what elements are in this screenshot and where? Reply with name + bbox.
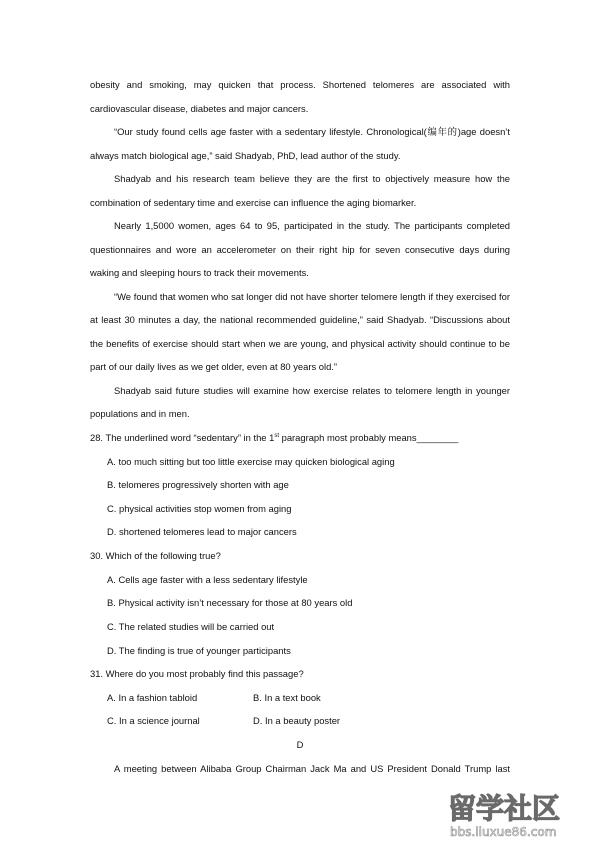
paragraph-4: Nearly 1,5000 women, ages 64 to 95, participated in the study. The participants completed questionnaires and wore an accelerometer on their right hip for seven consecutive days during waking and sleeping hours to track their movements. bbox=[90, 220, 510, 278]
question-30-stem: 30. Which of the following true? bbox=[90, 550, 221, 561]
question-28-option-d: D. shortened telomeres lead to major cancers bbox=[107, 526, 297, 537]
question-28-stem bbox=[90, 431, 510, 445]
next-paragraph-first-line: A meeting between Alibaba Group Chairman Jack Ma and US President Donald Trump last bbox=[114, 763, 510, 774]
next-passage-body bbox=[90, 757, 510, 781]
question-28-option-a: A. too much sitting but too little exercise may quicken biological aging bbox=[107, 456, 395, 467]
question-30-option-d: D. The finding is true of younger participants bbox=[107, 645, 291, 656]
question-28-stem-text: 28. The underlined word “sedentary” in the 1 bbox=[90, 432, 275, 443]
section-heading-d: D bbox=[296, 739, 304, 750]
question-31-stem: 31. Where do you most probably find this passage? bbox=[90, 668, 304, 679]
question-28-option-b: B. telomeres progressively shorten with age bbox=[107, 479, 289, 490]
question-31-option-a: A. In a fashion tabloid bbox=[107, 692, 198, 703]
question-30-option-a: A. Cells age faster with a less sedentary lifestyle bbox=[107, 574, 308, 585]
paragraph-3: Shadyab and his research team believe they are the first to objectively measure how the combination of sedentary time and exercise can influence the aging biomarker. bbox=[90, 173, 510, 208]
question-31-option-d: D. In a beauty poster bbox=[253, 715, 341, 726]
question-31-option-c: C. In a science journal bbox=[107, 715, 200, 726]
watermark-graphic bbox=[436, 784, 596, 844]
question-28-stem-tail: paragraph most probably means________ bbox=[279, 432, 459, 443]
superscript-st: st bbox=[274, 432, 279, 439]
question-28-option-c: C. physical activities stop women from aging bbox=[107, 503, 292, 514]
watermark-title: 留学社区 bbox=[448, 792, 561, 825]
site-watermark-logo bbox=[436, 784, 596, 844]
question-30-option-b: B. Physical activity isn’t necessary for those at 80 years old bbox=[107, 597, 353, 608]
paragraph-6: Shadyab said future studies will examine how exercise relates to telomere length in younger populations and in men. bbox=[90, 384, 510, 419]
paragraph-5: “We found that women who sat longer did not have shorter telomere length if they exercised for at least 30 minutes a day, the national recommended guideline,” said Shadyab. “Discussions about the benefits of exercise should start when we are young, and physical activity should continue to be part of our daily lives as we get older, even at 80 years old.” bbox=[90, 290, 510, 372]
watermark-url: bbs.liuxue86.com bbox=[450, 825, 557, 839]
passage-body bbox=[90, 73, 510, 426]
paragraph-1: obesity and smoking, may quicken that process. Shortened telomeres are associated with cardiovascular disease, diabetes and major cancers. bbox=[90, 79, 510, 114]
question-30-option-c: C. The related studies will be carried out bbox=[107, 621, 275, 632]
paragraph-2: “Our study found cells age faster with a sedentary lifestyle. Chronological(编年的)age doesn’t always match biological age,” said Shadyab, PhD, lead author of the study. bbox=[90, 126, 510, 161]
question-31-option-b: B. In a text book bbox=[253, 692, 321, 703]
